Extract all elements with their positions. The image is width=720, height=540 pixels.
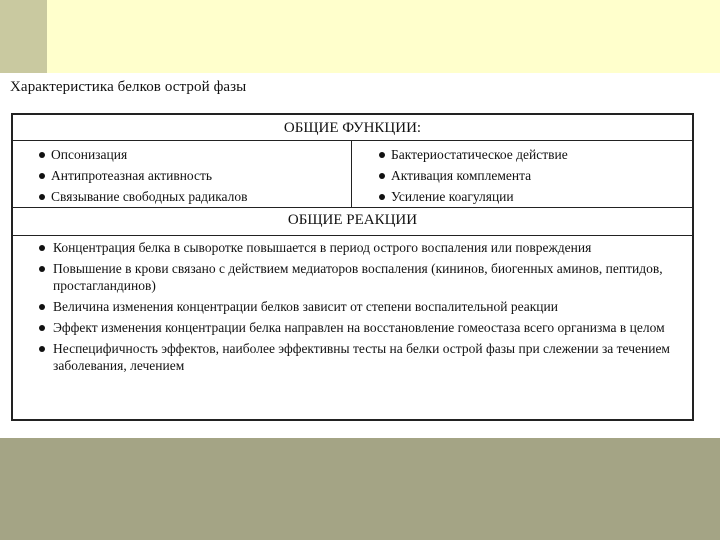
reaction-text: Величина изменения концентрации белков зависит от степени воспалительной реакции: [53, 299, 558, 314]
list-item: [39, 144, 248, 165]
table-divider: [13, 235, 692, 236]
function-text: Опсонизация: [51, 147, 128, 162]
bullet-icon: [39, 152, 45, 158]
bullet-icon: [379, 194, 385, 200]
bullet-icon: [39, 346, 45, 352]
list-item: [379, 165, 568, 186]
function-text: Антипротеазная активность: [51, 168, 213, 183]
reactions-list: [39, 239, 679, 378]
list-item: [379, 144, 568, 165]
slide-header-band: [47, 0, 720, 73]
column-divider: [351, 140, 352, 207]
bullet-icon: [39, 245, 45, 251]
bullet-icon: [39, 173, 45, 179]
scanned-document: [0, 73, 720, 438]
reaction-text: Неспецифичность эффектов, наиболее эффективны тесты на белки острой фазы при слежении за течением заболевания, лечением: [53, 341, 670, 373]
table-divider: [13, 207, 692, 208]
slide-footer-band: [0, 438, 720, 540]
list-item: [39, 186, 248, 207]
slide-corner-block: [0, 0, 47, 73]
bullet-icon: [39, 325, 45, 331]
bullet-icon: [39, 194, 45, 200]
reaction-text: Эффект изменения концентрации белка направлен на восстановление гомеостаза всего организма в целом: [53, 320, 665, 335]
list-item: [39, 165, 248, 186]
function-text: Связывание свободных радикалов: [51, 189, 248, 204]
general-functions-header: ОБЩИЕ ФУНКЦИИ:: [283, 120, 422, 136]
list-item: [39, 298, 679, 315]
reaction-text: Повышение в крови связано с действием медиаторов воспаления (кининов, биогенных аминов, пептидов, простагландинов): [53, 261, 663, 293]
document-title: Характеристика белков острой фазы: [10, 79, 247, 95]
general-reactions-header: ОБЩИЕ РЕАКЦИИ: [287, 212, 418, 228]
bullet-icon: [39, 266, 45, 272]
functions-right-list: [379, 144, 568, 207]
list-item: [379, 186, 568, 207]
bullet-icon: [39, 304, 45, 310]
list-item: [39, 319, 679, 336]
function-text: Усиление коагуляции: [391, 189, 514, 204]
table-divider: [13, 140, 692, 141]
characteristics-table: [11, 113, 694, 421]
list-item: [39, 260, 679, 294]
function-text: Активация комплемента: [391, 168, 532, 183]
bullet-icon: [379, 152, 385, 158]
list-item: [39, 340, 679, 374]
reaction-text: Концентрация белка в сыворотке повышается в период острого воспаления или повреждения: [53, 240, 592, 255]
list-item: [39, 239, 679, 256]
functions-left-list: [39, 144, 248, 207]
bullet-icon: [379, 173, 385, 179]
function-text: Бактериостатическое действие: [391, 147, 568, 162]
